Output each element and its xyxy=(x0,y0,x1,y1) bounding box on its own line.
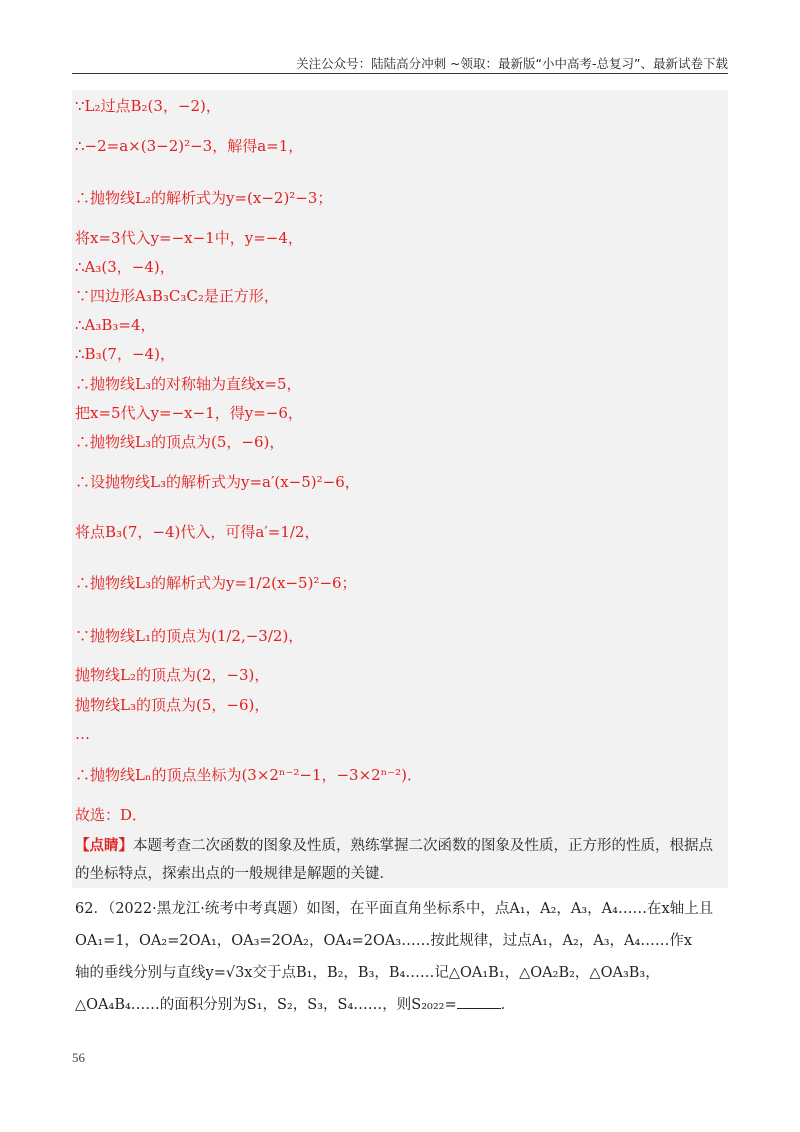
page-number: 56 xyxy=(72,1050,85,1065)
solution-line: ∵L₂过点B₂(3，−2)， xyxy=(75,97,221,115)
question-text: △OA₄B₄……的面积分别为S₁，S₂，S₃，S₄……，则S₂₀₂₂= xyxy=(75,997,457,1013)
question-end: ． xyxy=(500,997,516,1013)
solution-line: ∴A₃B₃=4， xyxy=(75,316,156,334)
solution-line: ∴抛物线L₂的解析式为y=(x−2)²−3； xyxy=(75,189,333,207)
solution-line: ∴抛物线Lₙ的顶点坐标为(3×2ⁿ⁻²−1，−3×2ⁿ⁻²)． xyxy=(75,766,422,784)
solution-line: 抛物线L₂的顶点为(2，−3)， xyxy=(75,666,270,684)
answer-blank[interactable] xyxy=(457,995,501,1009)
solution-line: ∴设抛物线L₃的解析式为y=a′(x−5)²−6， xyxy=(75,473,360,491)
comment-tag: 【点睛】 xyxy=(75,837,133,854)
solution-line: ∴抛物线L₃的顶点为(5，−6)， xyxy=(75,433,285,451)
solution-line: 故选：D． xyxy=(75,806,148,824)
solution-line: 抛物线L₃的顶点为(5，−6)， xyxy=(75,696,270,714)
solution-line: ∴抛物线L₃的解析式为y=1/2(x−5)²−6； xyxy=(75,574,357,592)
question-line: 62．（2022·黑龙江·统考中考真题）如图，在平面直角坐标系中，点A₁，A₂，A₃，A₄……在x轴上且 xyxy=(75,901,714,917)
solution-line: ∵抛物线L₁的顶点为(1/2,−3/2)， xyxy=(75,627,304,645)
question-line-last xyxy=(75,990,735,1020)
question-line: 轴的垂线分别与直线y=√3x交于点B₁，B₂，B₃，B₄……记△OA₁B₁，△OA₂B₂，△OA₃B₃， xyxy=(75,965,660,981)
solution-line: ∴抛物线L₃的对称轴为直线x=5， xyxy=(75,375,302,393)
solution-line: … xyxy=(75,725,90,743)
comment-text: 本题考查二次函数的图象及性质，熟练掌握二次函数的图象及性质，正方形的性质，根据点的坐标特点，探索出点的一般规律是解题的关键． xyxy=(75,838,713,882)
solution-line: ∴−2=a×(3−2)²−3，解得a=1， xyxy=(75,137,304,155)
solution-line: 把x=5代入y=−x−1，得y=−6， xyxy=(75,404,303,422)
solution-line: ∴B₃(7，−4)， xyxy=(75,345,175,363)
comment-block xyxy=(75,832,725,888)
question-line: OA₁=1，OA₂=2OA₁，OA₃=2OA₂，OA₄=2OA₃……按此规律，过点A₁，A₂，A₃，A₄……作x xyxy=(75,933,693,949)
solution-line: ∵四边形A₃B₃C₃C₂是正方形， xyxy=(75,287,279,305)
solution-line: 将x=3代入y=−x−1中，y=−4， xyxy=(75,229,303,247)
solution-line: 将点B₃(7，−4)代入，可得a′=1/2， xyxy=(75,523,320,541)
solution-line: ∴A₃(3，−4)， xyxy=(75,258,175,276)
page-header: 关注公众号：陆陆高分冲刺 ~领取：最新版“小中高考-总复习”、最新试卷下载 xyxy=(72,56,728,74)
